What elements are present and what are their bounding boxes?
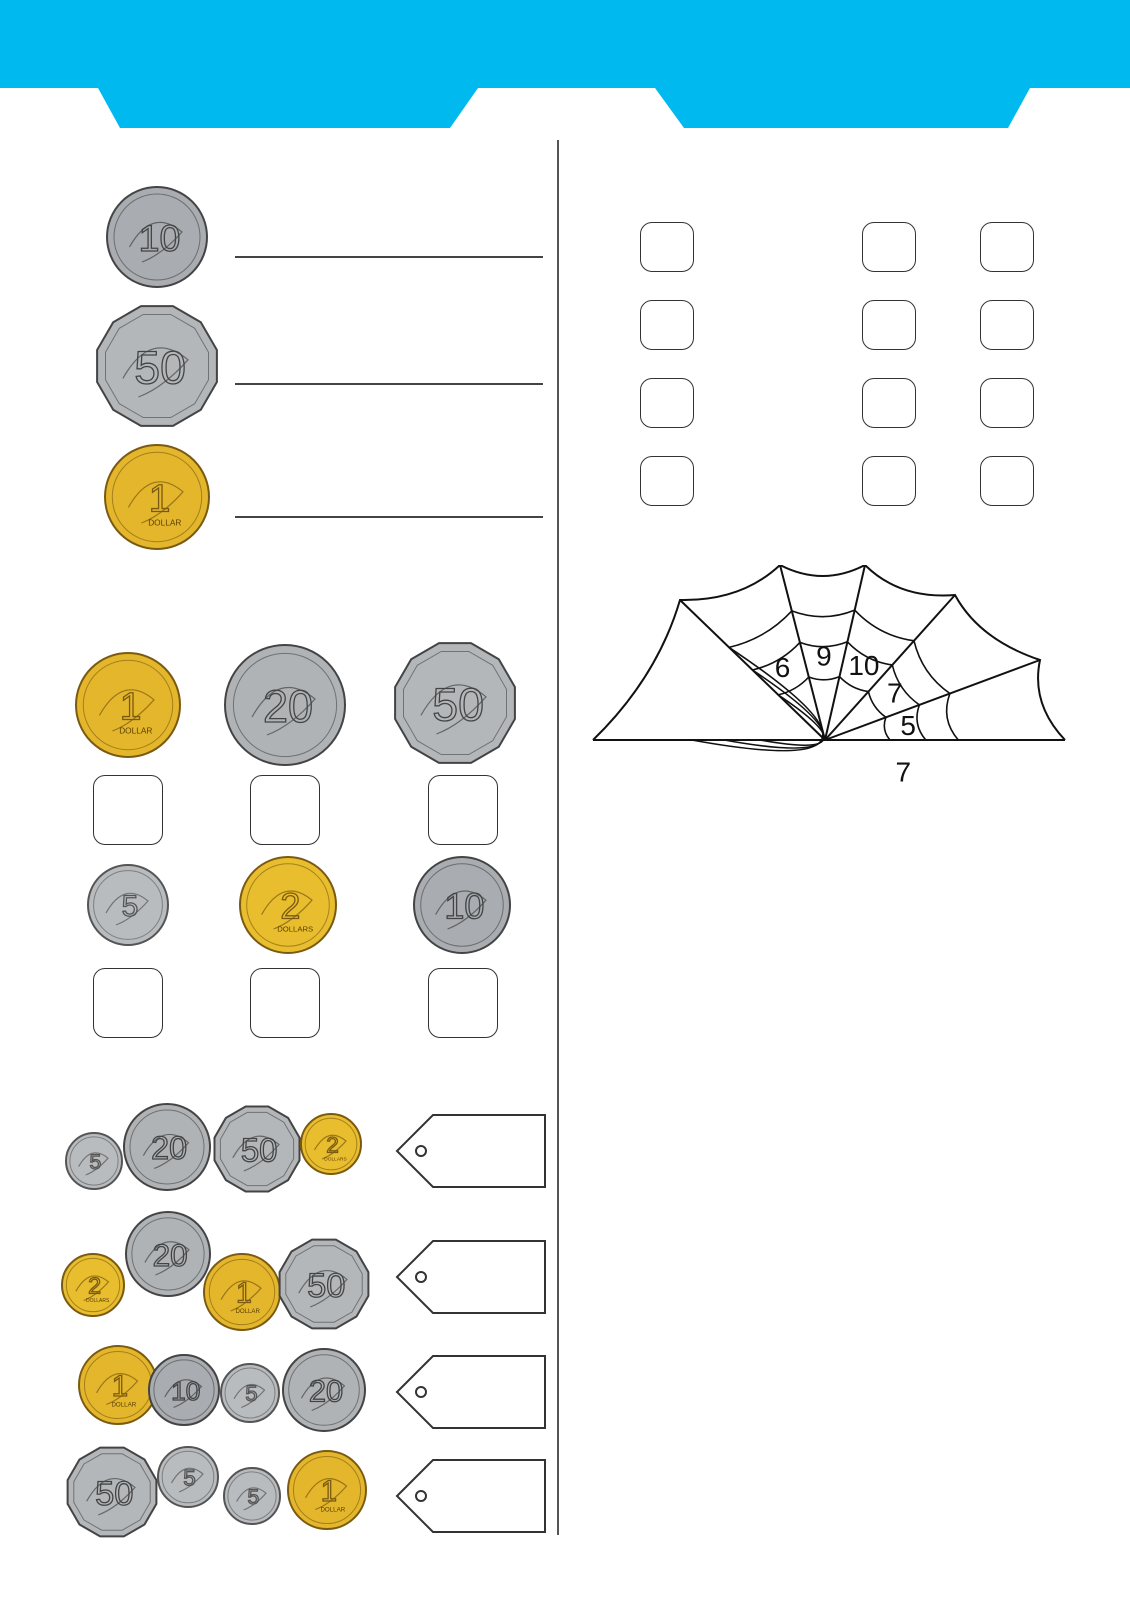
coin-20c <box>126 1212 210 1296</box>
coin-$1 <box>105 445 209 549</box>
coin-value-label: 5 <box>121 890 139 924</box>
coin-value-label: 1 <box>148 477 171 521</box>
coin-$1 <box>204 1254 280 1330</box>
coin-denomination-word: DOLLAR <box>111 1401 137 1409</box>
right-q1-line2 <box>570 177 602 204</box>
coin-denomination-word: DOLLAR <box>235 1307 260 1315</box>
coin-10c <box>414 857 510 953</box>
coin-5c <box>158 1447 218 1507</box>
coin-value-label: 5 <box>245 1381 258 1407</box>
coin-value-label: 1 <box>111 1369 129 1403</box>
fan-number: 9 <box>816 640 832 672</box>
coin-5c <box>221 1364 279 1422</box>
fill-box-sub[interactable] <box>862 378 916 428</box>
subtraction-fan[interactable] <box>600 838 1090 1048</box>
coin-50c <box>280 1240 369 1329</box>
coin-$2 <box>62 1254 124 1316</box>
coin-denomination-word: DOLLAR <box>148 517 182 528</box>
coin-value-label: 5 <box>183 1465 196 1491</box>
coin-50c <box>215 1107 300 1192</box>
fill-box-ten[interactable] <box>980 300 1034 350</box>
coin-value-label: 20 <box>151 1130 188 1167</box>
coin-50c <box>395 643 515 763</box>
fill-box-ten[interactable] <box>980 378 1034 428</box>
coin-5c <box>88 865 168 945</box>
coin-value-label: 50 <box>134 341 186 394</box>
coin-$2 <box>301 1114 361 1174</box>
coin-5c <box>66 1133 122 1189</box>
coin-value-label: 10 <box>138 217 181 259</box>
right-q1-title <box>570 143 602 207</box>
coin-$2 <box>240 857 336 953</box>
coin-$1 <box>76 653 180 757</box>
fill-box-ten[interactable] <box>980 456 1034 506</box>
fill-box-add[interactable] <box>640 456 694 506</box>
coin-value-label: 50 <box>432 678 484 731</box>
coin-denomination-word: DOLLAR <box>320 1506 346 1514</box>
fan-number: 7 <box>887 677 903 709</box>
coin-value-label: 50 <box>240 1131 278 1169</box>
coin-value-label: 20 <box>262 680 314 732</box>
coin-denomination-word: DOLLARS <box>85 1298 110 1305</box>
coin-value-label: 2 <box>88 1272 102 1299</box>
coin-value-label: 5 <box>247 1485 260 1509</box>
coin-10c <box>107 187 207 287</box>
coin-value-label: 20 <box>308 1373 344 1409</box>
coin-50c <box>97 306 217 426</box>
coin-denomination-word: DOLLARS <box>277 924 314 934</box>
coin-10c <box>149 1355 219 1425</box>
right-q5-sub <box>830 1104 862 1131</box>
coin-value-label: 10 <box>444 885 485 927</box>
coin-50c <box>68 1448 157 1537</box>
fan-number: 5 <box>900 710 916 741</box>
fill-box-ten[interactable] <box>980 222 1034 272</box>
coin-denomination-word: DOLLARS <box>324 1157 347 1163</box>
coin-value-label: 1 <box>320 1474 338 1508</box>
fill-box-sub[interactable] <box>862 222 916 272</box>
coin-5c <box>224 1468 280 1524</box>
addition-fan[interactable] <box>585 565 1075 785</box>
coin-$1 <box>79 1346 157 1424</box>
right-q5-title <box>830 1070 862 1134</box>
fan-number: 6 <box>774 652 791 683</box>
coin-value-label: 50 <box>95 1474 134 1513</box>
coin-value-label: 20 <box>152 1236 188 1273</box>
fill-box-add[interactable] <box>640 222 694 272</box>
coin-value-label: 2 <box>326 1132 339 1158</box>
right-q4-title <box>570 1070 602 1134</box>
coin-value-label: 5 <box>89 1150 102 1174</box>
fill-box-add[interactable] <box>640 378 694 428</box>
coin-20c <box>283 1349 365 1431</box>
fill-box-sub[interactable] <box>862 456 916 506</box>
coin-value-label: 1 <box>119 685 142 729</box>
coin-value-label: 2 <box>280 885 301 927</box>
coin-illustrations <box>0 0 560 1600</box>
coin-value-label: 10 <box>171 1375 201 1406</box>
fill-box-add[interactable] <box>640 300 694 350</box>
coin-$1 <box>288 1451 366 1529</box>
right-q4-sub <box>570 1104 602 1131</box>
fan-number: 10 <box>848 650 880 681</box>
coin-value-label: 50 <box>307 1266 346 1305</box>
coin-20c <box>225 645 345 765</box>
coin-denomination-word: DOLLAR <box>119 725 153 736</box>
coin-20c <box>124 1104 210 1190</box>
fill-box-sub[interactable] <box>862 300 916 350</box>
fan-number: 7 <box>895 756 912 785</box>
coin-value-label: 1 <box>235 1277 252 1310</box>
